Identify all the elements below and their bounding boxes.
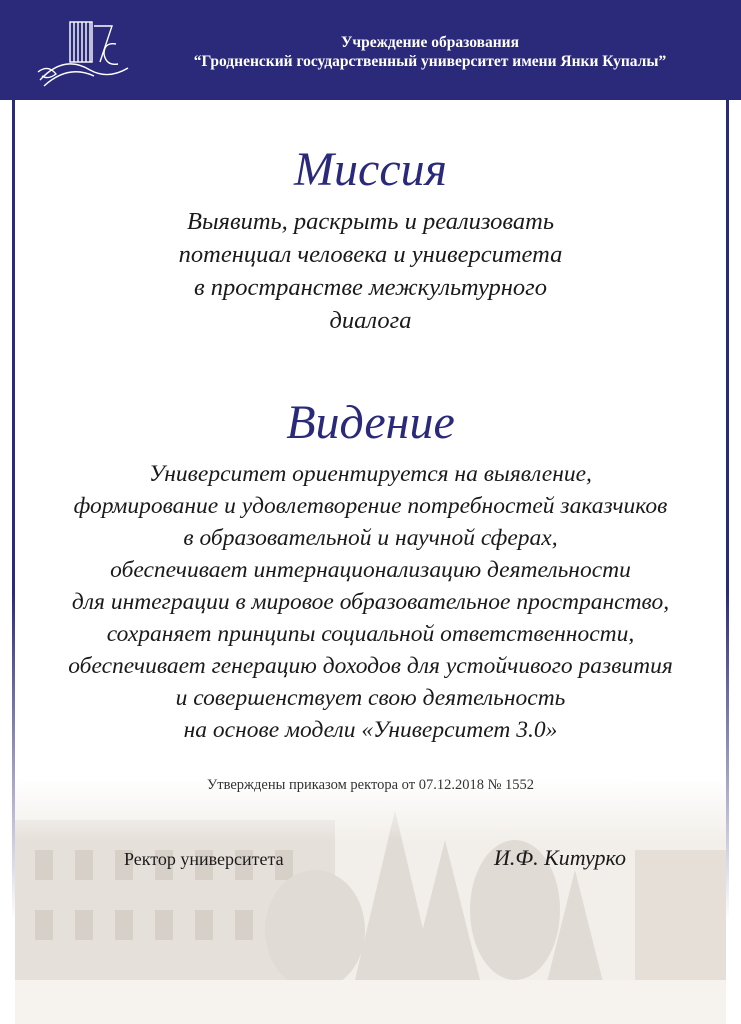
vision-line: Университет ориентируется на выявление, bbox=[149, 461, 592, 487]
org-type: Учреждение образования bbox=[341, 34, 519, 51]
vision-line: сохраняет принципы социальной ответственности, bbox=[106, 621, 635, 647]
mission-text bbox=[40, 205, 701, 337]
frame-right-border bbox=[726, 100, 729, 920]
university-logo-icon bbox=[34, 14, 134, 94]
vision-line: для интеграции в мировое образовательное пространство, bbox=[71, 589, 670, 615]
signature-role: Ректор университета bbox=[124, 849, 284, 869]
org-name: “Гродненский государственный университет имени Янки Купалы” bbox=[193, 53, 667, 70]
vision-line: и совершенствует свою деятельность bbox=[175, 685, 566, 711]
mission-line: в пространстве межкультурного bbox=[194, 274, 547, 301]
vision-line: обеспечивает интернационализацию деятельности bbox=[110, 557, 631, 583]
mission-line: Выявить, раскрыть и реализовать bbox=[187, 208, 554, 235]
mission-title: Миссия bbox=[294, 143, 447, 196]
mission-line: диалога bbox=[329, 307, 412, 334]
vision-text bbox=[40, 458, 701, 746]
vision-line: в образовательной и научной сферах, bbox=[183, 525, 558, 551]
vision-line: обеспечивает генерацию доходов для устойчивого развития bbox=[68, 653, 673, 679]
mission-line: потенциал человека и университета bbox=[178, 241, 563, 268]
vision-line: на основе модели «Университет 3.0» bbox=[183, 717, 558, 743]
signature-name: И.Ф. Китурко bbox=[494, 845, 626, 870]
vision-title: Видение bbox=[286, 396, 455, 449]
campus-background-photo bbox=[15, 780, 726, 1024]
approval-note: Утверждены приказом ректора от 07.12.2018 № 1552 bbox=[206, 777, 535, 793]
vision-line: формирование и удовлетворение потребностей заказчиков bbox=[73, 493, 668, 519]
header-banner bbox=[0, 0, 741, 100]
